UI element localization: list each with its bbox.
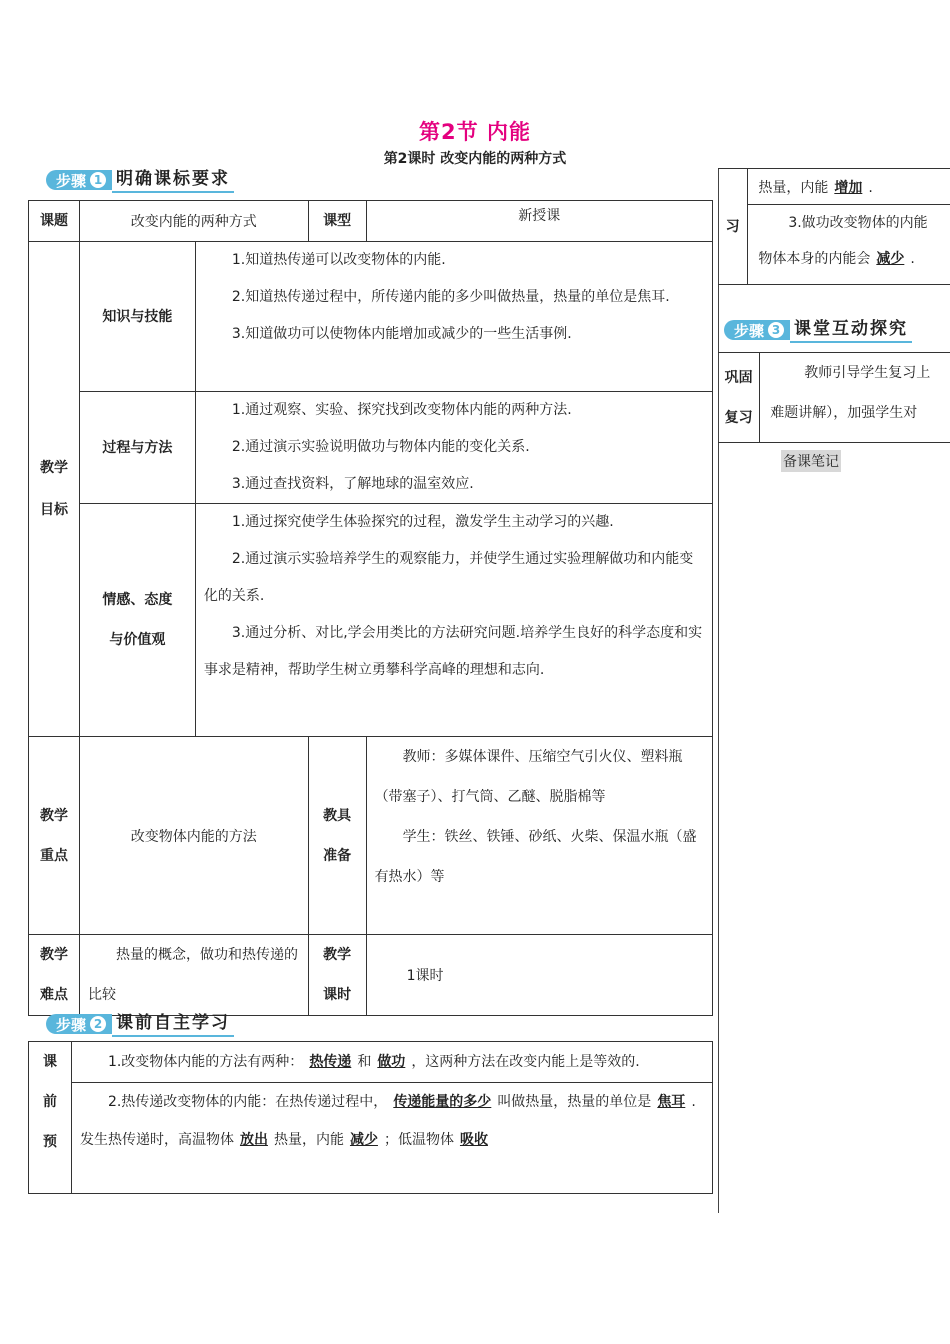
right-text: . bbox=[910, 251, 915, 267]
page-subtitle: 第2课时 改变内能的两种方式 bbox=[383, 151, 567, 167]
keshi-cell bbox=[366, 935, 712, 1016]
lesson-plan-table bbox=[28, 200, 713, 1016]
right-answer-1: 增加 bbox=[834, 179, 863, 196]
right-line3 bbox=[748, 241, 950, 277]
right-line1 bbox=[748, 169, 950, 205]
zhongdian-label-text: 教学重点 bbox=[39, 807, 68, 864]
right-text: 物体本身的内能会 bbox=[758, 251, 871, 267]
zhishi-item: 3.知道做功可以使物体内能增加或减少的一些生活事例. bbox=[231, 326, 572, 342]
q2-text: .发生热传递时，高温物体 bbox=[79, 1094, 696, 1148]
zhishi-label: 知识与技能 bbox=[79, 242, 195, 392]
qinggan-label bbox=[79, 504, 195, 737]
question-2 bbox=[72, 1083, 712, 1159]
zhongdian-value: 改变物体内能的方法 bbox=[79, 737, 308, 935]
guocheng-cell bbox=[195, 392, 712, 504]
jiaoju-student: 学生：铁丝、铁锤、砂纸、火柴、保温水瓶（盛有热水）等 bbox=[374, 829, 697, 885]
guocheng-item: 3.通过查找资料，了解地球的温室效应. bbox=[231, 476, 474, 492]
step1-badge bbox=[46, 170, 112, 190]
side-char: 前 bbox=[42, 1094, 57, 1110]
step3-header bbox=[724, 318, 912, 342]
jiaoju-cell bbox=[366, 737, 712, 935]
qinggan-item: 2.通过演示实验培养学生的观察能力，并使学生通过实验理解做功和内能变化的关系. bbox=[203, 551, 694, 604]
review-content bbox=[760, 353, 950, 443]
q1-text: 和 bbox=[357, 1054, 372, 1070]
right-answer-2: 减少 bbox=[876, 251, 905, 267]
guocheng-item: 2.通过演示实验说明做功与物体内能的变化关系. bbox=[231, 439, 530, 455]
q2-text: 热量，内能 bbox=[273, 1132, 344, 1148]
guocheng-item: 1.通过观察、实验、探究找到改变物体内能的两种方法. bbox=[231, 402, 572, 418]
qinggan-cell bbox=[195, 504, 712, 737]
review-label-line: 复习 bbox=[724, 409, 753, 426]
step2-number: 2 bbox=[90, 1016, 106, 1032]
right-text: . bbox=[868, 179, 873, 196]
step3-label: 课堂互动探究 bbox=[790, 317, 912, 343]
keshi-label bbox=[308, 935, 366, 1016]
zhongdian-label bbox=[29, 737, 80, 935]
q1-answer-1: 热传递 bbox=[309, 1054, 352, 1070]
nandian-cell bbox=[79, 935, 308, 1016]
step2-badge bbox=[46, 1014, 112, 1034]
q2-answer-5: 吸收 bbox=[459, 1132, 488, 1148]
question-1 bbox=[72, 1042, 712, 1082]
review-label-line: 巩固 bbox=[724, 369, 753, 386]
nandian-value: 热量的概念，做功和热传递的比较 bbox=[87, 947, 298, 1003]
keti-label: 课题 bbox=[29, 201, 80, 242]
review-line2: 难题讲解），加强学生对 bbox=[770, 405, 918, 421]
q2-text: 叫做热量，热量的单位是 bbox=[497, 1094, 652, 1110]
q2-answer-3: 放出 bbox=[239, 1132, 268, 1148]
guocheng-label: 过程与方法 bbox=[79, 392, 195, 504]
nandian-label-text: 教学难点 bbox=[39, 947, 68, 1003]
qinggan-label-text: 情感、态度与价值观 bbox=[102, 592, 173, 648]
right-text: 热量，内能 bbox=[758, 179, 829, 196]
goal-label-text: 教学目标 bbox=[39, 460, 68, 518]
right-side-label: 习 bbox=[718, 169, 748, 285]
q2-text: 2.热传递改变物体的内能：在热传递过程中， bbox=[107, 1094, 388, 1110]
right-review-table bbox=[718, 168, 950, 285]
q1-text: 1.改变物体内能的方法有两种： bbox=[107, 1054, 304, 1070]
preview-table bbox=[28, 1041, 713, 1194]
page-title: 第2节 内能 bbox=[419, 120, 531, 144]
q2-answer-4: 减少 bbox=[349, 1132, 378, 1148]
keti-value: 改变内能的两种方式 bbox=[79, 201, 308, 242]
step1-badge-text: 步骤 bbox=[56, 171, 87, 190]
keshi-label-text: 教学课时 bbox=[323, 947, 352, 1003]
q2-answer-2: 焦耳 bbox=[657, 1094, 686, 1110]
preview-side-label bbox=[29, 1042, 72, 1194]
kexing-label: 课型 bbox=[308, 201, 366, 242]
side-char: 课 bbox=[42, 1054, 57, 1070]
notes-label: 备课笔记 bbox=[781, 450, 841, 472]
step3-number: 3 bbox=[768, 322, 784, 338]
jiaoju-label bbox=[308, 737, 366, 935]
nandian-label bbox=[29, 935, 80, 1016]
review-line1: 教师引导学生复习上 bbox=[804, 365, 931, 381]
column-divider bbox=[718, 168, 719, 1213]
jiaoju-label-text: 教具准备 bbox=[323, 807, 352, 864]
zhishi-item: 2.知道热传递过程中，所传递内能的多少叫做热量，热量的单位是焦耳. bbox=[231, 289, 670, 305]
right-line2: 3.做功改变物体的内能 bbox=[788, 215, 928, 231]
q1-text: ，这两种方法在改变内能上是等效的. bbox=[411, 1054, 640, 1070]
jiaoju-teacher: 教师：多媒体课件、压缩空气引火仪、塑料瓶（带塞子）、打气筒、乙醚、脱脂棉等 bbox=[374, 749, 683, 805]
zhishi-cell bbox=[195, 242, 712, 392]
review-table bbox=[718, 352, 950, 443]
zhishi-item: 1.知道热传递可以改变物体的内能. bbox=[231, 252, 446, 268]
side-char: 预 bbox=[42, 1134, 57, 1150]
preview-content bbox=[71, 1042, 712, 1194]
step1-number: 1 bbox=[90, 172, 106, 188]
step1-label: 明确课标要求 bbox=[112, 167, 234, 193]
keshi-value: 1课时 bbox=[406, 968, 444, 984]
step3-badge-text: 步骤 bbox=[734, 321, 765, 340]
kexing-value: 新授课 bbox=[366, 201, 712, 242]
step3-badge bbox=[724, 320, 790, 340]
goal-label bbox=[29, 242, 80, 737]
review-label bbox=[718, 353, 760, 443]
q1-answer-2: 做功 bbox=[377, 1054, 406, 1070]
step2-label: 课前自主学习 bbox=[112, 1011, 234, 1037]
step2-header bbox=[46, 1012, 234, 1036]
q2-answer-1: 传递能量的多少 bbox=[393, 1094, 492, 1110]
right-line2-cell bbox=[748, 205, 950, 285]
step1-header bbox=[46, 168, 234, 192]
q2-text: ；低温物体 bbox=[383, 1132, 454, 1148]
step2-badge-text: 步骤 bbox=[56, 1015, 87, 1034]
qinggan-item: 3.通过分析、对比,学会用类比的方法研究问题.培养学生良好的科学态度和实事求是精神，帮助学生树立勇攀科学高峰的理想和志向. bbox=[203, 625, 703, 678]
qinggan-item: 1.通过探究使学生体验探究的过程，激发学生主动学习的兴趣. bbox=[231, 514, 614, 530]
